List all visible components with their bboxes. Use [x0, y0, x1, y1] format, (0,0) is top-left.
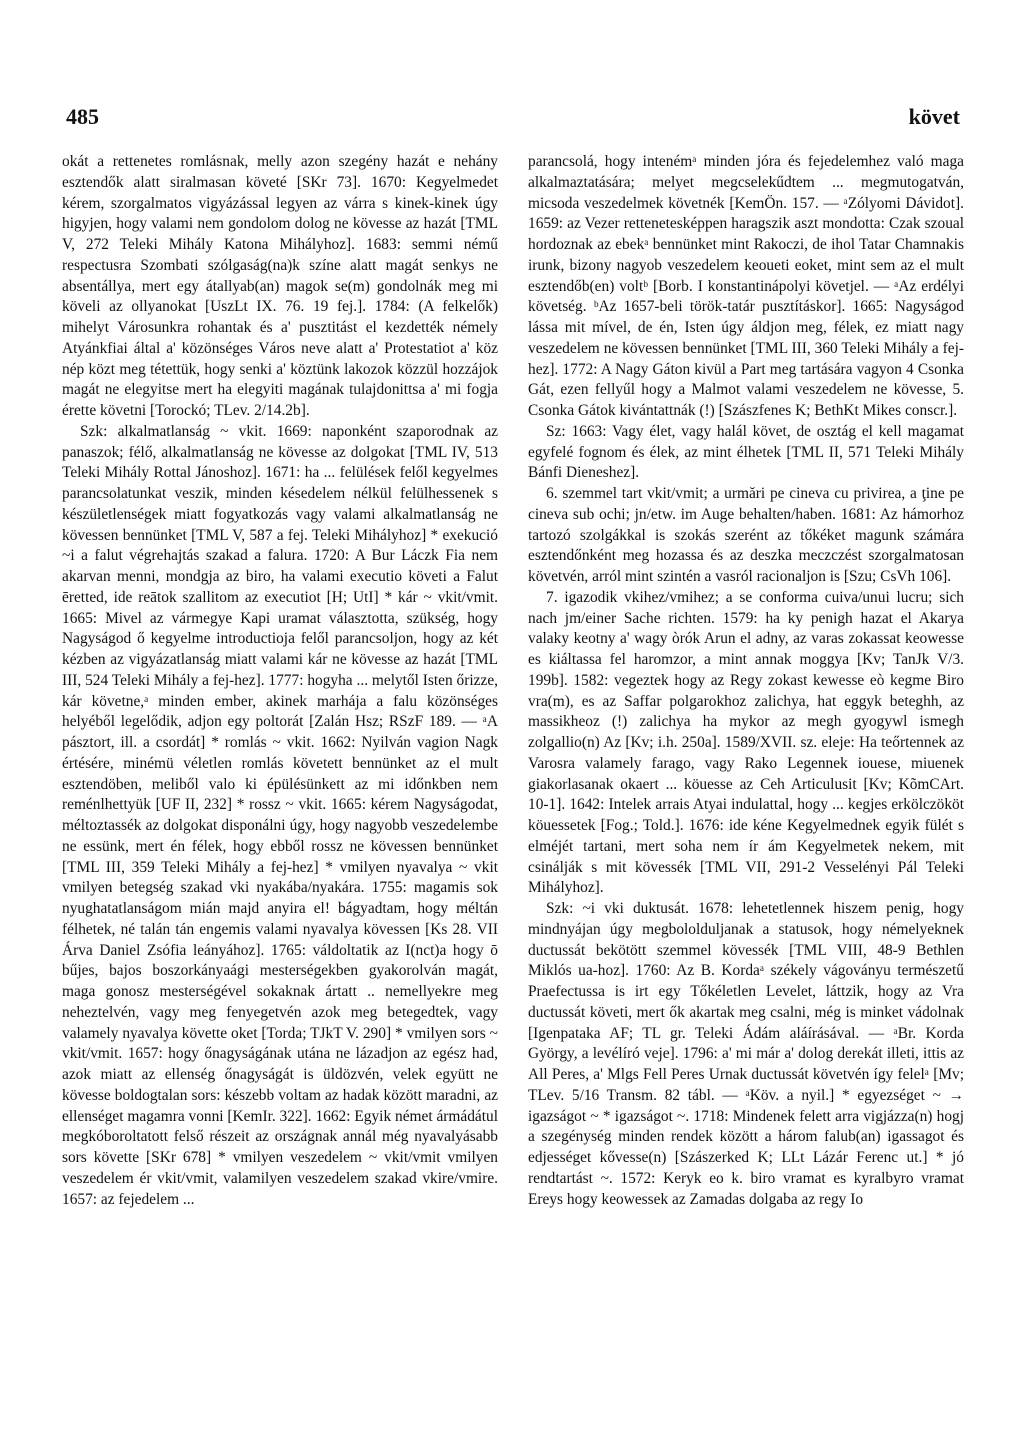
right-column-paragraph: parancsolá, hogy intenémᵃ minden jóra és fejedelemhez való maga alkalmaztatására; melyet megcselekűdtem ... megmutogatván, micsoda veszedelmek követnék [KemÖn. 157. — ᵃZólyomi Dávidot]. 1659: az Vezer rettenetesképpen haragszik aszt mondotta: Czak szoual hordoznak az ebekᵃ bennünket mint Rakoczi, de ihol Tatar Chamnakis irunk, bizony nagyob veszedelem keoueti eoket, mint sem az el mult esztendőb(en) voltᵇ [Borb. I konstantinápolyi követjel. — ᵃAz erdélyi követség. ᵇAz 1657-beli török-tatár pusztításkor]. 1665: Nagyságod lássa mit mível, de én, Isten úgy áldjon meg, félek, ez miatt nagy veszedelem ne kövessen bennünket [TML III, 360 Teleki Mihály a fej-hez]. 1772: A Nagy Gáton kivül a Part meg tartására vagyon 4 Csonka Gát, ezen fellyűl hogy a Malmot valami veszedelem ne kövesse, 5. Csonka Gátok kivántattnák (!) [Szászfenes K; BethKt Mikes conscr.].	[528, 153, 964, 419]
running-headword: követ	[908, 104, 960, 129]
left-column	[62, 152, 498, 1387]
page-number: 485	[66, 104, 99, 129]
left-column-paragraph: Szk: alkalmatlanság ~ vkit. 1669: naponként szaporodnak az panaszok; félő, alkalmatlanság ne kövesse az dolgokat [TML IV, 513 Teleki Mihály Rottal Jánoshoz]. 1671: ha ... felülések felől kegyelmes parancsolatunkat veszik, minden késedelem nélkül felülhessenek s készületlenségek miatt fogyatkozás vagy valami alkalmatlanság ne kövessen bennünket [TML V, 587 a fej. Teleki Mihályhoz] * exekució ~i a falut végrehajtás szakad a falura. 1720: A Bur Láczk Fia nem akarvan menni, mondgja az biro, ha valami executio követi a Falut ēretted, ide reātok szallitom az executiot [H; UtI] * kár ~ vkit/vmit. 1665: Mivel az vármegye Kapi uramat választotta, szükség, hogy Nagyságod ő kegyelme introductioja felől parancsoljon, hogy az két kézben az vigyázatlanság miatt valami kár ne kövesse az hazát [TML III, 524 Teleki Mihály a fej-hez]. 1777: hogyha ... melytől Isten őrizze, kár követne,ᵃ minden ember, akinek marhája a falu közönséges helyéből legelődik, adjon egy poltorát [Zalán Hsz; RSzF 189. — ᵃA pásztort, ill. a csordát] * romlás ~ vkit. 1662: Nyilván vagion Nagk értésére, minémü véletlen romlás követett bennünket az el mult esztendöben, meliből valo ki épülésünkett az mi időnkben nem reménlhettyük [UF II, 232] * rossz ~ vkit. 1665: kérem Nagyságodat, méltoztassék az dolgokat disponálni úgy, hogy nagyobb veszedelembe ne essünk, mert én félek, hogy ebből rossz ne kövessen bennünket [TML III, 359 Teleki Mihály a fej-hez] * vmilyen nyavalya ~ vkit vmilyen betegség szakad vki nyakába/nyakára. 1755: magamis sok nyughatatlanságom mián majd anyira el! bágyadtam, hogy méltán félhetek, né talán tán engemis valami nyavalya kövessen [Ks 28. VII Árva Daniel Zsófia leányához]. 1765: váldoltatik az I(nct)a hogy ō bűjes, bajos boszorkányaági mesterségekben gyakorolván magát, maga gonosz mesterségével sokaknak ártatt .. nemellyekre meg neheztelvén, vagy meg fenyegetvén azok meg betegedtek, vagy valamely nyavalya követte oket [Torda; TJkT V. 290] * vmilyen sors ~ vkit/vmit. 1657: hogy őnagyságának utána ne lázadjon az egész had, azok miatt az ellenség őnagyságát is üldözvén, velek együtt ne kövesse boldogtalan sors: készebb voltam az hadak között maradni, az ellenséget magamra vonni [KemIr. 322]. 1662: Egyik német ármádátul megkóboroltatott felső részeit az országnak annál még nyavalyásabb sors követte [SKr 678] * vmilyen veszedelem ~ vkit/vmit vmilyen veszedelem ér vkit/vmit, valamilyen veszedelem szakad vkire/vmire. 1657: az fejedelem ...	[62, 422, 498, 1208]
right-column-paragraph: Sz: 1663: Vagy élet, vagy halál követ, de osztág el kell magamat egyfelé fognom és élek, az mint élhetek [TML II, 571 Teleki Mihály Bánfi Dieneshez].	[528, 422, 964, 482]
right-column-paragraph: 7. igazodik vkihez/vmihez; a se conforma cuiva/unui lucru; sich nach jm/einer Sache richten. 1579: ha ky penigh hazat el Akarya valaky keotny a' wagy òrók Arun el adny, az varas zokassat keowesse es kiáltassa fel haromzor, a mint annak moggya [Kv; TanJk V/3. 199b]. 1582: vegeztek hogy az Regy zokast kewesse eò kegme Biro vra(m), es az Saffar polgarokhoz zalichya, hat eggyk beteghh, az massikheoz (!) zalichya ha mykor az megh gyogywl ismegh zolgallio(n) Az [Kv; i.h. 250a]. 1589/XVII. sz. eleje: Ha teőrtennek az Varosra valamely farago, vagy Rako Legennek iouese, miuenek giakorlasanak okaert ... köuesse az Ceh Articulusit [Kv; KõmCArt. 10-1]. 1642: Intelek arrais Atyai indulattal, hogy ... kegjes erkölczököt köuessetek [Fog.; Told.]. 1676: ide kéne Kegyelmednek egyik fülét s elméjét tartani, mert soha nem ír ám Kegyelmetek nekem, mit csinálják s mit kövessék [TML VII, 291-2 Vesselényi Pál Teleki Mihályhoz].	[528, 588, 964, 897]
page-header	[66, 104, 960, 144]
right-column-paragraph: Szk: ~i vki duktusát. 1678: lehetetlennek hiszem penig, hogy mindnyájan úgy megbololduljanak a statusok, hogy némelyeknek ductussát bekötött szemmel kövessék [TML VIII, 48-9 Bethlen Miklós ua-hoz]. 1760: Az B. Kordaᵃ székely vágoványu természetű Praefectussa is irt egy Tőkéletlen Levelet, láttzik, hogy az Vra ductussát követi, mert ők akartak meg csalni, még is minket vádolnak [Igenpataka AF; TL gr. Teleki Ádám aláírásával. — ᵃBr. Korda György, a levélíró veje]. 1796: a' mi már a' dolog derekát illeti, ittis az All Peres, a' Mlgs Fell Peres Urnak ductussát követvén így felelᵃ [Mv; TLev. 5/16 Transm. 82 tábl. — ᵃKöv. a nyil.] * egyezséget ~ → igazságot ~ * igazságot ~. 1718: Mindenek felett arra vigjázza(n) hogj a szegénység minden rendek között a három falub(an) igassagot és edjességet kővesse(n) [Szászerked K; LLt Lázár Ferenc ut.] * jó rendtartást ~. 1572: Keryk eo k. biro vramat es kyralbyro vramat Ereys hogy keowessek az Zamadas dolgaba az regy Io	[528, 900, 964, 1208]
left-column-paragraph: okát a rettenetes romlásnak, melly azon szegény hazát e nehány esztendők alatt siralmasan követé [SKr 73]. 1670: Kegyelmedet kérem, szorgalmatos vigyázással legyen az várra s kinek-kinek úgy higyjen, hogy valami nem gondolom dolog ne kövesse az hazát [TML V, 272 Teleki Mihály Katona Mihályhoz]. 1683: semmi némű respectusra Szombati szólgaság(na)k színe alatt magát senkys ne absentállya, mert egy átallyab(an) magok se(m) gondolnák meg mi köveli az ollyanokat [UszLt IX. 76. 19 fej.]. 1784: (A felkelők) mihelyt Városunkra rohantak és a' pusztitást el kezdették némely Atyánkfiai által a' közönséges Város neve alatt a' Protestatiot a' köz nép közt meg tétettük, hogy senki a' köztünk lakozok közzül hozzájok magát ne elegyitse mert ha elegyiti magának tulajdonittsa a' mi fogja érette követni [Torockó; TLev. 2/14.2b].	[62, 153, 498, 419]
right-column	[528, 152, 964, 1387]
right-column-paragraph: 6. szemmel tart vkit/vmit; a urmări pe cineva cu privirea, a ţine pe cineva sub ochi; jn/etw. im Auge behalten/haben. 1681: Az hámorhoz tartozó szolgákkal is szokás szerént az tőkéket magunk számára esztendőnként meg hozassa és az deszka meczczést szorgalmatosan követvén, arról mint szintén a vasról racionaljon is [Szu; CsVh 106].	[528, 485, 964, 585]
